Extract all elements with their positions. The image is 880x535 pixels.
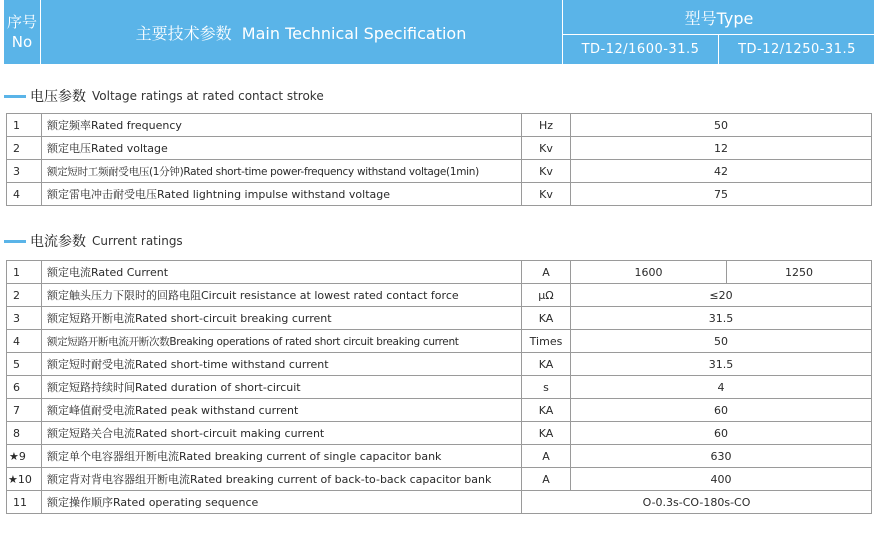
section-accent-bar (4, 95, 26, 98)
voltage-title-zh: 电压参数 (30, 89, 86, 105)
row-value: 31.5 (571, 307, 872, 330)
row-parameter: 额定频率Rated frequency (42, 114, 522, 137)
table-row (7, 330, 872, 353)
row-value: 75 (571, 183, 872, 206)
table-row (7, 353, 872, 376)
table-row (7, 137, 872, 160)
row-value: 12 (571, 137, 872, 160)
row-parameter: 额定短路关合电流Rated short-circuit making current (42, 422, 522, 445)
table-row (7, 445, 872, 468)
header-type-title: 型号Type (562, 0, 875, 35)
row-value: 31.5 (571, 353, 872, 376)
row-number: 4 (7, 183, 42, 206)
row-number: 11 (7, 491, 42, 514)
row-value: 60 (571, 399, 872, 422)
row-parameter: 额定雷电冲击耐受电压Rated lightning impulse withstand voltage (42, 183, 522, 206)
row-number: 4 (7, 330, 42, 353)
row-unit: Kv (522, 183, 571, 206)
table-row (7, 376, 872, 399)
table-row (7, 468, 872, 491)
row-number: 7 (7, 399, 42, 422)
header-model-1: TD-12/1600-31.5 (562, 35, 718, 64)
row-value-model-1: 1600 (571, 261, 727, 284)
row-number: ★10 (7, 468, 42, 491)
row-unit: KA (522, 399, 571, 422)
table-row (7, 183, 872, 206)
row-parameter: 额定短路持续时间Rated duration of short-circuit (42, 376, 522, 399)
table-header (4, 0, 874, 64)
row-parameter: 额定短路开断电流Rated short-circuit breaking current (42, 307, 522, 330)
header-number-zh: 序号 (6, 13, 37, 31)
row-value: 60 (571, 422, 872, 445)
row-number: ★9 (7, 445, 42, 468)
table-row (7, 284, 872, 307)
table-row (7, 114, 872, 137)
row-value: 400 (571, 468, 872, 491)
row-value: 630 (571, 445, 872, 468)
header-spec-title: 主要技术参数 Main Technical Specification (135, 23, 467, 43)
header-number-cell (4, 0, 41, 64)
table-row (7, 491, 872, 514)
row-unit: KA (522, 353, 571, 376)
section-accent-bar (4, 240, 26, 243)
header-model-2: TD-12/1250-31.5 (718, 35, 875, 64)
row-number: 6 (7, 376, 42, 399)
current-title-en: Current ratings (92, 234, 183, 248)
row-parameter: 额定短时工频耐受电压(1分钟)Rated short-time power-frequency withstand voltage(1min) (42, 160, 522, 183)
row-unit: μΩ (522, 284, 571, 307)
row-parameter: 额定触头压力下限时的回路电阻Circuit resistance at lowest rated contact force (42, 284, 522, 307)
row-unit: KA (522, 422, 571, 445)
row-number: 2 (7, 137, 42, 160)
row-parameter: 额定短路开断电流开断次数Breaking operations of rated short circuit breaking current (42, 330, 522, 353)
row-unit: Kv (522, 137, 571, 160)
table-row (7, 307, 872, 330)
row-value: 42 (571, 160, 872, 183)
voltage-section-title (4, 87, 324, 105)
current-title-zh: 电流参数 (30, 234, 86, 250)
table-row (7, 422, 872, 445)
row-unit: A (522, 445, 571, 468)
row-parameter: 额定单个电容器组开断电流Rated breaking current of single capacitor bank (42, 445, 522, 468)
row-value: 50 (571, 330, 872, 353)
row-unit: Kv (522, 160, 571, 183)
row-number: 3 (7, 307, 42, 330)
row-parameter: 额定背对背电容器组开断电流Rated breaking current of back-to-back capacitor bank (42, 468, 522, 491)
row-parameter: 额定电压Rated voltage (42, 137, 522, 160)
row-number: 3 (7, 160, 42, 183)
row-parameter: 额定峰值耐受电流Rated peak withstand current (42, 399, 522, 422)
row-unit: s (522, 376, 571, 399)
voltage-title-en: Voltage ratings at rated contact stroke (92, 89, 324, 103)
row-unit: A (522, 468, 571, 491)
row-unit: Times (522, 330, 571, 353)
row-value: O-0.3s-CO-180s-CO (522, 491, 872, 514)
current-section-title (4, 232, 183, 250)
row-unit: KA (522, 307, 571, 330)
current-table (6, 260, 872, 514)
voltage-table (6, 113, 872, 206)
row-number: 5 (7, 353, 42, 376)
table-row (7, 261, 872, 284)
row-unit: A (522, 261, 571, 284)
row-value: ≤20 (571, 284, 872, 307)
row-number: 1 (7, 114, 42, 137)
row-number: 1 (7, 261, 42, 284)
row-parameter: 额定操作顺序Rated operating sequence (42, 491, 522, 514)
row-unit: Hz (522, 114, 571, 137)
row-parameter: 额定电流Rated Current (42, 261, 522, 284)
row-value-model-2: 1250 (727, 261, 872, 284)
row-parameter: 额定短时耐受电流Rated short-time withstand current (42, 353, 522, 376)
header-number-en: No (11, 33, 33, 51)
row-number: 8 (7, 422, 42, 445)
table-row (7, 160, 872, 183)
row-value: 50 (571, 114, 872, 137)
table-row (7, 399, 872, 422)
row-value: 4 (571, 376, 872, 399)
row-number: 2 (7, 284, 42, 307)
